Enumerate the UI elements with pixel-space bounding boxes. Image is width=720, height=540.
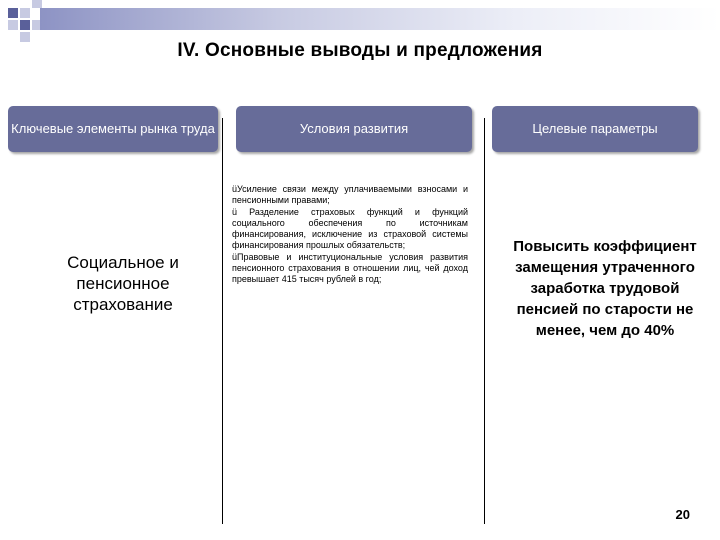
column-divider xyxy=(484,118,485,524)
column-header-label: Целевые параметры xyxy=(532,121,658,136)
decor-square xyxy=(20,20,30,30)
header-gradient-bar xyxy=(40,8,720,30)
development-conditions-cell xyxy=(232,184,468,286)
condition-item: üПравовые и институциональные условия развития пенсионного страхования в отношении лиц, чей доход превышает 415 тысяч рублей в год; xyxy=(232,251,468,285)
decor-square xyxy=(32,0,42,8)
target-parameter-cell: Повысить коэффициент замещения утраченного заработка трудовой пенсией по старости не менее, чем до 40% xyxy=(513,238,697,339)
column-header-key-elements xyxy=(8,106,218,152)
decor-square xyxy=(8,8,18,18)
decor-square xyxy=(20,8,30,18)
condition-item: üУсиление связи между уплачиваемыми взносами и пенсионными правами; xyxy=(232,184,468,206)
column-divider xyxy=(222,118,223,524)
page-number: 20 xyxy=(675,507,690,522)
slide-title: IV. Основные выводы и предложения xyxy=(177,40,543,61)
condition-item: ü Разделение страховых функций и функций социального обеспечения по источникам финансирования, исключение из страховой системы финансирования прошлых обязательств; xyxy=(232,206,468,251)
column-header-label: Условия развития xyxy=(299,121,409,136)
decor-square xyxy=(8,20,18,30)
column-header-conditions xyxy=(236,106,472,152)
column-header-targets xyxy=(492,106,698,152)
key-element-cell: Социальное и пенсионное страхование xyxy=(67,253,179,314)
column-header-label: Ключевые элементы рынка труда xyxy=(11,121,215,136)
